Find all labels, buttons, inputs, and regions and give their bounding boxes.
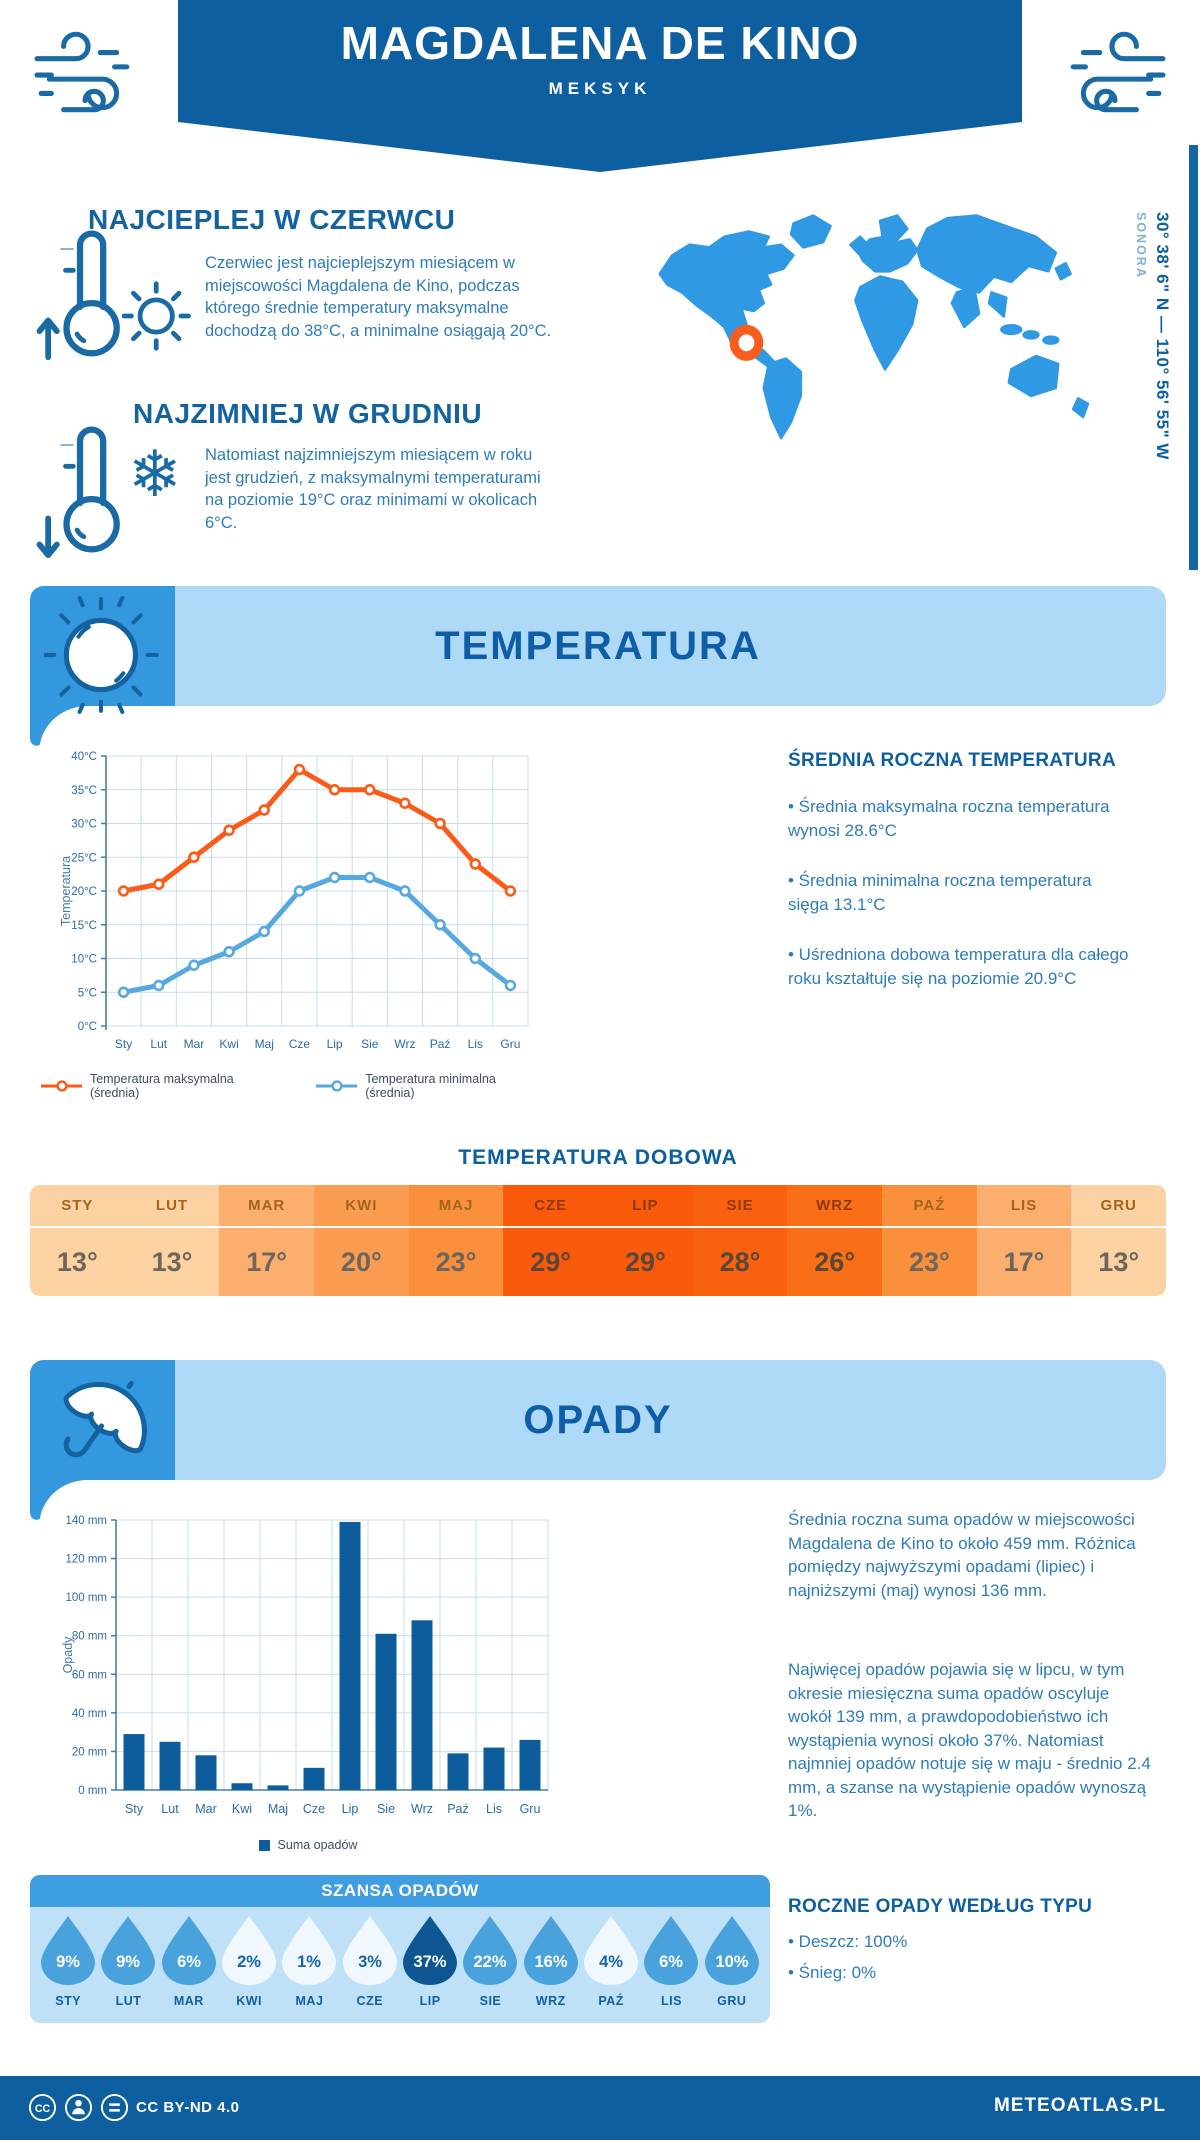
raindrop-icon <box>222 1915 276 1985</box>
svg-text:Lip: Lip <box>326 1037 343 1051</box>
legend-label: Temperatura maksymalna (średnia) <box>89 1072 234 1100</box>
precip-type-bullet: • Deszcz: 100% <box>788 1932 908 1951</box>
legend-line-icon <box>315 1080 357 1092</box>
svg-text:80 mm: 80 mm <box>71 1630 107 1643</box>
precipitation-bar-chart <box>58 1505 558 1835</box>
svg-text:Lut: Lut <box>161 1802 179 1816</box>
rain-chance-month: SIE <box>479 1994 502 2008</box>
rain-chance-month: LIP <box>419 1994 441 2008</box>
rain-chance-month: STY <box>55 1994 82 2008</box>
svg-text:Opady: Opady <box>61 1636 75 1674</box>
daily-temp-table <box>30 1185 1166 1296</box>
daily-temp-month: KWI <box>314 1185 409 1228</box>
svg-text:Maj: Maj <box>267 1802 289 1816</box>
location-marker-icon <box>734 330 759 357</box>
svg-text:Wrz: Wrz <box>394 1037 416 1051</box>
svg-text:0 mm: 0 mm <box>78 1785 107 1797</box>
svg-text:120 mm: 120 mm <box>65 1553 107 1566</box>
raindrop-icon <box>403 1915 457 1985</box>
rain-chance-month: MAJ <box>295 1994 324 2008</box>
rain-chance-month: WRZ <box>535 1994 566 2008</box>
rain-chance-percent: 9% <box>56 1953 81 1971</box>
raindrop-icon <box>463 1915 517 1985</box>
svg-text:Cze: Cze <box>302 1802 326 1816</box>
svg-text:20°C: 20°C <box>71 886 97 898</box>
precipitation-title: OPADY <box>523 1398 673 1442</box>
rain-chance-cell <box>159 1915 219 2008</box>
rain-chance-cell <box>38 1915 98 2008</box>
daily-temp-month: WRZ <box>787 1185 882 1228</box>
rain-chance-percent: 22% <box>473 1953 507 1971</box>
raindrop-icon <box>41 1915 95 1985</box>
rain-chance-month: MAR <box>173 1994 204 2008</box>
daily-temp-value: 17° <box>219 1228 314 1296</box>
svg-text:60 mm: 60 mm <box>71 1669 107 1682</box>
precip-type-bullet: • Śnieg: 0% <box>788 1963 877 1982</box>
svg-text:Mar: Mar <box>183 1037 205 1051</box>
thermometer-down-icon <box>33 418 128 558</box>
header-banner-point <box>178 122 1022 172</box>
rain-chance-percent: 37% <box>413 1953 447 1971</box>
svg-text:30°C: 30°C <box>71 818 97 831</box>
legend-label: Temperatura minimalna (średnia) <box>365 1072 496 1100</box>
site-brand[interactable]: METEOATLAS.PL <box>993 2095 1166 2116</box>
daily-temp-month: LIP <box>598 1185 693 1228</box>
svg-text:Temperatura: Temperatura <box>59 855 73 927</box>
sun-icon <box>122 276 198 356</box>
coordinates-text: 30° 38' 6" N — 110° 56' 55" W <box>1153 212 1172 460</box>
svg-text:Cze: Cze <box>288 1037 311 1051</box>
svg-text:Lut: Lut <box>150 1037 168 1051</box>
annual-temp-bullet: • Średnia minimalna roczna temperatura sięga 13.1°C <box>788 871 1092 914</box>
raindrop-icon <box>584 1915 638 1985</box>
rain-chance-month: PAŹ <box>598 1994 624 2008</box>
svg-text:0°C: 0°C <box>77 1021 97 1033</box>
raindrop-icon <box>705 1915 759 1985</box>
daily-temp-value: 13° <box>30 1228 125 1296</box>
svg-text:5°C: 5°C <box>77 987 97 1000</box>
raindrop-icon <box>101 1915 155 1985</box>
daily-temp-month: MAR <box>219 1185 314 1228</box>
cc-by-person-icon <box>64 2093 93 2122</box>
svg-text:20 mm: 20 mm <box>71 1746 107 1759</box>
svg-text:Paź: Paź <box>447 1802 469 1816</box>
svg-text:35°C: 35°C <box>71 784 97 797</box>
rain-chance-month: LUT <box>115 1994 142 2008</box>
rain-chance-percent: 10% <box>715 1953 749 1971</box>
license-label[interactable]: CC BY-ND 4.0 <box>136 2099 240 2116</box>
cc-icon <box>28 2093 57 2122</box>
region-label: SONORA <box>1134 212 1148 279</box>
legend-item <box>259 1838 358 1852</box>
precipitation-chart-legend <box>58 1838 558 1852</box>
legend-line-icon <box>40 1080 82 1092</box>
daily-temp-value: 26° <box>787 1228 882 1296</box>
rain-chance-month: CZE <box>356 1994 384 2008</box>
warmest-heading: NAJCIEPLEJ W CZERWCU <box>88 204 456 235</box>
daily-temp-month: LUT <box>125 1185 220 1228</box>
rain-chance-percent: 6% <box>176 1953 201 1971</box>
page-title: MAGDALENA DE KINO <box>340 17 860 69</box>
svg-text:Lis: Lis <box>486 1802 502 1816</box>
daily-temp-title: TEMPERATURA DOBOWA <box>458 1146 738 1169</box>
rain-chance-cell <box>98 1915 158 2008</box>
daily-temp-value: 29° <box>503 1228 598 1296</box>
rain-chance-cell <box>521 1915 581 2008</box>
daily-temp-month: LIS <box>977 1185 1072 1228</box>
temperature-line-chart <box>58 742 538 1077</box>
svg-text:Sty: Sty <box>124 1802 144 1816</box>
precip-type-bullets <box>788 1930 1133 1992</box>
coldest-heading: NAJZIMNIEJ W GRUDNIU <box>133 398 483 429</box>
rain-chance-percent: 6% <box>659 1953 684 1971</box>
thermometer-up-icon <box>33 222 128 362</box>
svg-text:Sty: Sty <box>114 1037 133 1051</box>
precip-type-heading: ROCZNE OPADY WEDŁUG TYPU <box>788 1896 1093 1917</box>
rain-chance-title: SZANSA OPADÓW <box>30 1875 770 1907</box>
daily-temp-value: 13° <box>125 1228 220 1296</box>
daily-temp-month: SIE <box>693 1185 788 1228</box>
rain-chance-cell <box>400 1915 460 2008</box>
cc-nd-equals-icon <box>100 2093 129 2122</box>
rain-chance-month: KWI <box>236 1994 263 2008</box>
svg-text:Mar: Mar <box>195 1802 217 1816</box>
raindrop-icon <box>282 1915 336 1985</box>
daily-temp-value: 28° <box>693 1228 788 1296</box>
side-accent-bar <box>1189 145 1198 570</box>
legend-square-icon <box>259 1840 270 1851</box>
rain-chance-cell <box>581 1915 641 2008</box>
legend-label: Suma opadów <box>277 1838 358 1852</box>
svg-text:Paź: Paź <box>429 1037 451 1051</box>
raindrop-icon <box>644 1915 698 1985</box>
annual-temp-heading: ŚREDNIA ROCZNA TEMPERATURA <box>788 750 1116 771</box>
cc-license-icons[interactable] <box>28 2093 129 2122</box>
rain-chance-month: GRU <box>717 1994 747 2008</box>
temperature-banner <box>30 586 1166 706</box>
snowflake-icon: ❄ <box>128 438 182 510</box>
raindrop-icon <box>524 1915 578 1985</box>
rain-chance-cell <box>702 1915 762 2008</box>
svg-text:140 mm: 140 mm <box>65 1515 107 1527</box>
svg-text:Lis: Lis <box>467 1037 483 1051</box>
rain-chance-percent: 9% <box>116 1953 141 1971</box>
coldest-text: Natomiast najzimniejszym miesiącem w roku jest grudzień, z maksymalnymi temperaturami na poziomie 19°C oraz minimami w okolicach 6°C. <box>205 446 541 532</box>
svg-text:CC: CC <box>34 2102 51 2115</box>
daily-temp-value: 29° <box>598 1228 693 1296</box>
rain-chance-percent: 4% <box>599 1953 624 1971</box>
annual-temp-bullets <box>788 795 1133 1017</box>
rain-chance-percent: 16% <box>534 1953 568 1971</box>
svg-text:Kwi: Kwi <box>231 1802 253 1816</box>
temperature-title: TEMPERATURA <box>435 624 761 668</box>
raindrop-icon <box>343 1915 397 1985</box>
svg-text:Maj: Maj <box>254 1037 274 1051</box>
svg-text:40 mm: 40 mm <box>71 1707 107 1720</box>
svg-text:40°C: 40°C <box>71 751 97 763</box>
rain-chance-drops <box>38 1915 762 2008</box>
sun-banner-icon <box>44 596 166 718</box>
precip-text-1: Średnia roczna suma opadów w miejscowości Magdalena de Kino to około 459 mm. Różnica pomiędzy najwyższymi opadami (lipiec) i najniższymi (maj) wynosi 136 mm. <box>788 1510 1136 1600</box>
rain-chance-cell <box>219 1915 279 2008</box>
svg-text:Sie: Sie <box>361 1037 379 1051</box>
header-banner <box>178 0 1022 122</box>
footer-bar <box>0 2076 1200 2140</box>
annual-temp-bullet: • Uśredniona dobowa temperatura dla całego roku kształtuje się na poziomie 20.9°C <box>788 945 1129 988</box>
daily-temp-value: 17° <box>977 1228 1072 1296</box>
daily-temp-month: STY <box>30 1185 125 1228</box>
svg-text:Lip: Lip <box>341 1802 359 1816</box>
precip-text-2: Najwięcej opadów pojawia się w lipcu, w tym okresie miesięczna suma opadów oscyluje wokół 139 mm, a prawdopodobieństwo ich wystąpienia wynosi około 37%. Natomiast najmniej opadów notuje się w maju - średnio 2.4 mm, a szanse na wystąpienie opadów wynoszą 1%. <box>788 1660 1151 1820</box>
umbrella-icon <box>50 1370 160 1482</box>
daily-temp-month: MAJ <box>409 1185 504 1228</box>
daily-temp-month: CZE <box>503 1185 598 1228</box>
svg-text:100 mm: 100 mm <box>65 1592 107 1605</box>
rain-chance-cell <box>279 1915 339 2008</box>
coordinates-block <box>1134 212 1172 580</box>
legend-item <box>40 1072 277 1100</box>
svg-text:Sie: Sie <box>376 1802 396 1816</box>
precipitation-banner <box>30 1360 1166 1480</box>
legend-item <box>315 1072 540 1100</box>
rain-chance-month: LIS <box>660 1994 682 2008</box>
svg-text:10°C: 10°C <box>71 953 97 966</box>
raindrop-icon <box>162 1915 216 1985</box>
svg-text:Gru: Gru <box>519 1802 541 1816</box>
daily-temp-month: GRU <box>1071 1185 1166 1228</box>
world-map <box>640 205 1135 470</box>
wind-icon <box>1056 22 1174 124</box>
warmest-text: Czerwiec jest najcieplejszym miesiącem w miejscowości Magdalena de Kino, podczas którego średnie temperatury maksymalne dochodzą do 38°C, a minimalne osiągają 20°C. <box>205 254 552 340</box>
page-subtitle: MEKSYK <box>548 79 652 98</box>
rain-chance-cell <box>460 1915 520 2008</box>
svg-text:25°C: 25°C <box>71 852 97 865</box>
daily-temp-value: 23° <box>409 1228 504 1296</box>
rain-chance-percent: 2% <box>237 1953 262 1971</box>
svg-text:Gru: Gru <box>500 1037 521 1051</box>
svg-text:Wrz: Wrz <box>411 1802 433 1816</box>
wind-icon <box>26 22 144 124</box>
rain-chance-cell <box>641 1915 701 2008</box>
annual-temp-bullet: • Średnia maksymalna roczna temperatura wynosi 28.6°C <box>788 797 1110 840</box>
svg-text:15°C: 15°C <box>71 919 97 932</box>
daily-temp-value: 20° <box>314 1228 409 1296</box>
temperature-chart-legend <box>40 1072 540 1100</box>
daily-temp-value: 23° <box>882 1228 977 1296</box>
daily-temp-value: 13° <box>1071 1228 1166 1296</box>
svg-text:Kwi: Kwi <box>219 1037 239 1051</box>
rain-chance-cell <box>340 1915 400 2008</box>
rain-chance-percent: 3% <box>357 1953 382 1971</box>
rain-chance-percent: 1% <box>297 1953 322 1971</box>
daily-temp-month: PAŹ <box>882 1185 977 1228</box>
